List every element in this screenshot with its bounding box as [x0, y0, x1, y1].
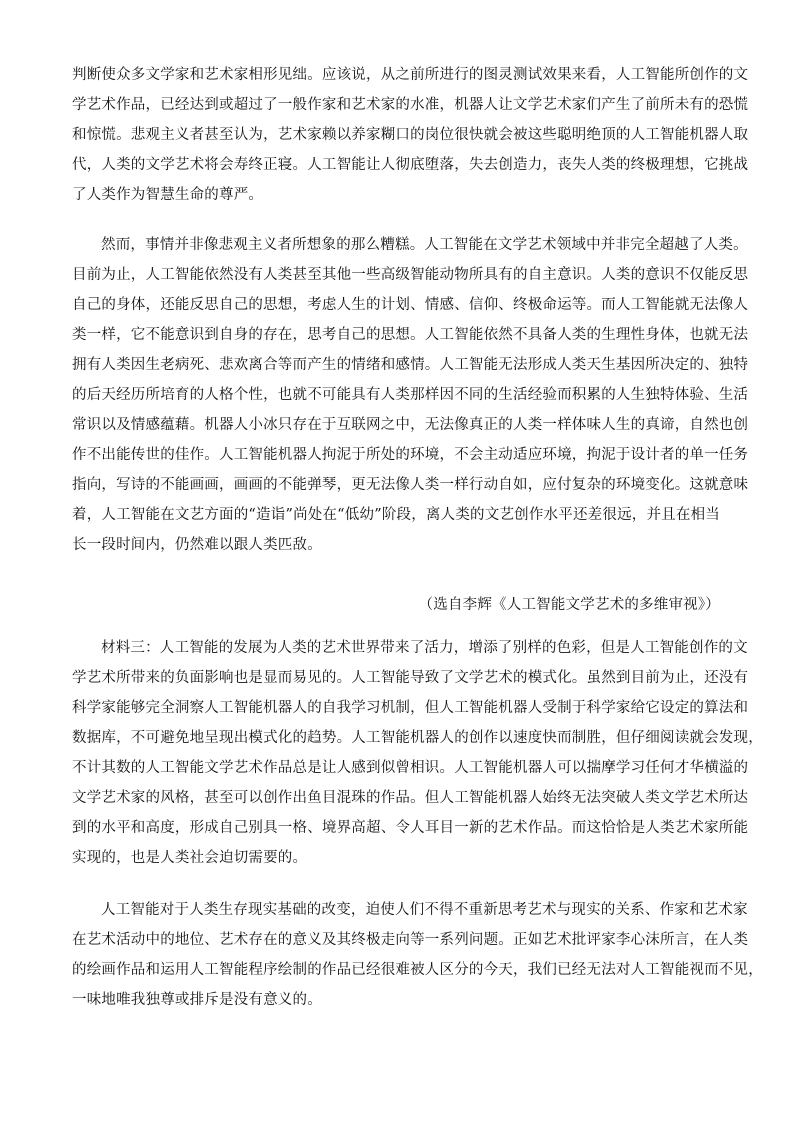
paragraph-2 [72, 230, 749, 560]
text-line: 在艺术活动中的地位、艺术存在的意义及其终极走向等一系列问题。正如艺术批评家李心沫所言，在人类 [72, 932, 749, 948]
text-line: 长一段时间内，仍然难以跟人类匹敌。 [72, 537, 322, 553]
text-line: 一味地唯我独尊或排斥是没有意义的。 [72, 992, 322, 1008]
text-line: 着，人工智能在文艺方面的“造诣”尚处在“低幼”阶段，离人类的文艺创作水平还差很远，并且在相当 [72, 507, 720, 523]
text-line: 科学家能够完全洞察人工智能机器人的自我学习机制，但人工智能机器人受制于科学家给它设定的算法和 [72, 700, 749, 716]
source-citation: （选自李辉《人工智能文学艺术的多维审视》） [418, 597, 720, 613]
text-line: 的后天经历所培育的人格个性，也就不可能具有人类那样因不同的生活经验而积累的人生独特体验、生活 [72, 387, 749, 403]
paragraph-1 [72, 60, 749, 210]
text-line: 学艺术作品，已经达到或超过了一般作家和艺术家的水准，机器人让文学艺术家们产生了前所未有的恐慌 [72, 97, 749, 113]
text-line: 代，人类的文学艺术将会寿终正寝。人工智能让人彻底堕落，失去创造力，丧失人类的终极理想，它挑战 [72, 157, 749, 173]
text-line: 数据库，不可避免地呈现出模式化的趋势。人工智能机器人的创作以速度快而制胜，但仔细阅读就会发现， [72, 730, 763, 746]
text-line: 材料三：人工智能的发展为人类的艺术世界带来了活力，增添了别样的色彩，但是人工智能创作的文 [101, 640, 748, 656]
text-line: 的绘画作品和运用人工智能程序绘制的作品已经很难被人区分的今天，我们已经无法对人工智能视而不见， [72, 962, 763, 978]
text-line: 然而，事情并非像悲观主义者所想象的那么糟糕。人工智能在文学艺术领域中并非完全超越了人类。 [101, 237, 748, 253]
paragraph-4 [72, 895, 763, 1015]
text-line: 指向，写诗的不能画画，画画的不能弹琴，更无法像人类一样行动自如，应付复杂的环境变化。这就意味 [72, 477, 749, 493]
text-line: 了人类作为智慧生命的尊严。 [72, 187, 264, 203]
text-line: 到的水平和高度，形成自己别具一格、境界高超、令人耳目一新的艺术作品。而这恰恰是人类艺术家所能 [72, 820, 749, 836]
text-line: 和惊慌。悲观主义者甚至认为，艺术家赖以养家糊口的岗位很快就会被这些聪明绝顶的人工智能机器人取 [72, 127, 749, 143]
text-line: 自己的身体，还能反思自己的思想，考虑人生的计划、情感、信仰、终极命运等。而人工智能就无法像人 [72, 297, 749, 313]
paragraph-3 [72, 633, 763, 873]
text-line: 常识以及情感蕴藉。机器人小冰只存在于互联网之中，无法像真正的人类一样体味人生的真谛，自然也创 [72, 417, 749, 433]
text-line: 类一样，它不能意识到自身的存在，思考自己的思想。人工智能依然不具备人类的生理性身体，也就无法 [72, 327, 749, 343]
text-line: 作不出能传世的佳作。人工智能机器人拘泥于所处的环境，不会主动适应环境，拘泥于设计者的单一任务 [72, 447, 749, 463]
text-line: 判断使众多文学家和艺术家相形见绌。应该说，从之前所进行的图灵测试效果来看，人工智能所创作的文 [72, 67, 749, 83]
text-line: 目前为止，人工智能依然没有人类甚至其他一些高级智能动物所具有的自主意识。人类的意识不仅能反思 [72, 267, 749, 283]
text-line: 学艺术所带来的负面影响也是显而易见的。人工智能导致了文学艺术的模式化。虽然到目前为止，还没有 [72, 670, 749, 686]
text-line: 拥有人类因生老病死、悲欢离合等而产生的情绪和感情。人工智能无法形成人类天生基因所决定的、独特 [72, 357, 749, 373]
text-line: 人工智能对于人类生存现实基础的改变，迫使人们不得不重新思考艺术与现实的关系、作家和艺术家 [101, 902, 748, 918]
text-line: 文学艺术家的风格，甚至可以创作出鱼目混珠的作品。但人工智能机器人始终无法突破人类文学艺术所达 [72, 790, 749, 806]
text-line: 不计其数的人工智能文学艺术作品总是让人感到似曾相识。人工智能机器人可以揣摩学习任何才华横溢的 [72, 760, 749, 776]
text-line: 实现的，也是人类社会迫切需要的。 [72, 850, 308, 866]
